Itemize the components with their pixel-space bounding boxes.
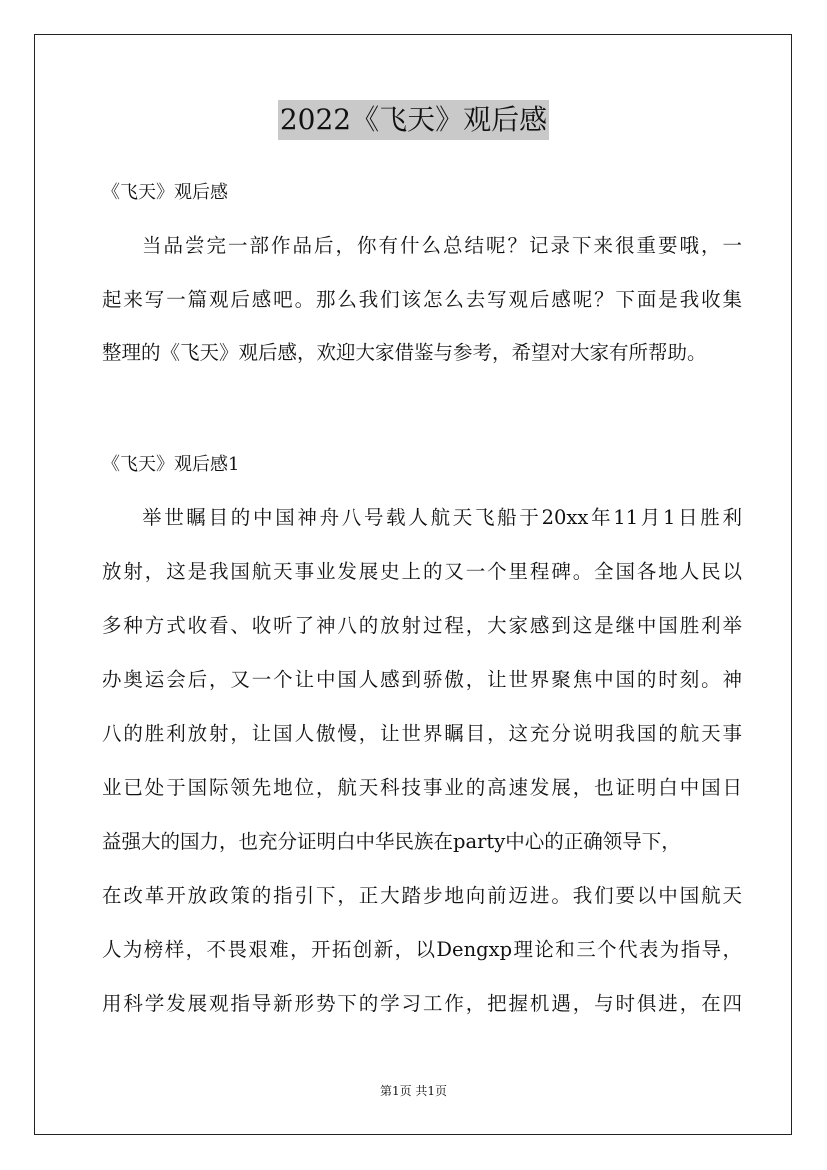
title-wrap (0, 100, 827, 140)
paragraph-line: 举世瞩目的中国神舟八号载人航天飞船于20xx年11月1日胜利 (142, 506, 742, 529)
paragraph-line: 八的胜利放射，让国人傲慢，让世界瞩目，这充分说明我国的航天事 (102, 722, 742, 745)
paragraph-line: 用科学发展观指导新形势下的学习工作，把握机遇，与时俱进，在四 (102, 992, 742, 1015)
paragraph-line: 放射，这是我国航天事业发展史上的又一个里程碑。全国各地人民以 (102, 560, 742, 583)
paragraph-line: 人为榜样，不畏艰难，开拓创新，以Dengxp理论和三个代表为指导， (102, 938, 742, 961)
paragraph-line: 起来写一篇观后感吧。那么我们该怎么去写观后感呢？下面是我收集 (102, 288, 742, 311)
intro-heading: 《飞天》观后感 (102, 182, 228, 203)
paragraph-line: 整理的《飞天》观后感，欢迎大家借鉴与参考，希望对大家有所帮助。 (102, 341, 707, 364)
page-footer: 第1页 共1页 (379, 1084, 448, 1098)
paragraph-line: 在改革开放政策的指引下，正大踏步地向前迈进。我们要以中国航天 (102, 884, 742, 907)
paragraph-line: 业已处于国际领先地位，航天科技事业的高速发展，也证明白中国日 (102, 776, 742, 799)
paragraph-line: 办奥运会后，又一个让中国人感到骄傲，让世界聚焦中国的时刻。神 (102, 668, 742, 691)
section-heading: 《飞天》观后感1 (102, 454, 240, 475)
paragraph-line: 益强大的国力，也充分证明白中华民族在party中心的正确领导下， (102, 830, 681, 853)
paragraph-line: 当品尝完一部作品后，你有什么总结呢？记录下来很重要哦，一 (142, 234, 742, 257)
document-title: 2022《飞天》观后感 (278, 100, 549, 140)
paragraph-line: 多种方式收看、收听了神八的放射过程，大家感到这是继中国胜利举 (102, 614, 742, 637)
